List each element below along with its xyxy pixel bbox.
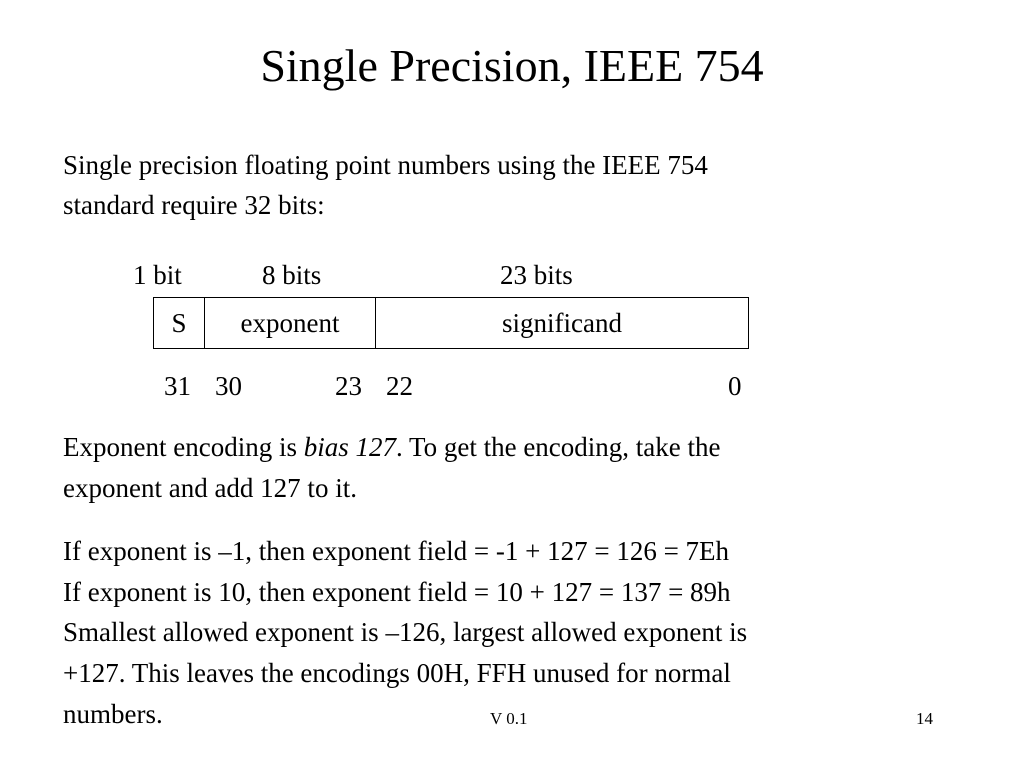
footer-version: V 0.1	[490, 709, 528, 728]
sign-width-label: 1 bit	[133, 260, 182, 290]
bias-line-1	[63, 427, 721, 467]
intro-line-2: standard require 32 bits:	[63, 190, 325, 220]
intro-line-1: Single precision floating point numbers using the IEEE 754	[63, 150, 708, 180]
bias-line-2: exponent and add 127 to it.	[63, 473, 357, 503]
bias-emphasis: bias 127	[303, 432, 396, 462]
bias-suffix: . To get the encoding, take the	[395, 432, 721, 462]
bit-position-23: 23	[335, 371, 362, 401]
footer-page-number: 14	[916, 709, 933, 728]
bias-prefix: Exponent encoding is	[63, 432, 304, 462]
example-line-3: Smallest allowed exponent is –126, largest allowed exponent is	[63, 617, 748, 647]
example-line-1: If exponent is –1, then exponent field = -1 + 127 = 126 = 7Eh	[63, 536, 730, 566]
sign-field: S	[154, 298, 205, 348]
bit-position-22: 22	[386, 371, 413, 401]
slide-title: Single Precision, IEEE 754	[260, 40, 764, 91]
bit-position-31: 31	[164, 371, 191, 401]
example-line-2: If exponent is 10, then exponent field = 10 + 127 = 137 = 89h	[63, 577, 731, 607]
bit-position-0: 0	[728, 371, 742, 401]
example-line-4: +127. This leaves the encodings 00H, FFH unused for normal	[63, 658, 731, 688]
significand-width-label: 23 bits	[500, 260, 573, 290]
exponent-field: exponent	[205, 298, 376, 348]
example-line-5: numbers.	[63, 699, 163, 729]
significand-field: significand	[502, 307, 622, 338]
bit-field-box	[153, 297, 749, 349]
exponent-width-label: 8 bits	[262, 260, 322, 290]
bit-position-30: 30	[215, 371, 242, 401]
